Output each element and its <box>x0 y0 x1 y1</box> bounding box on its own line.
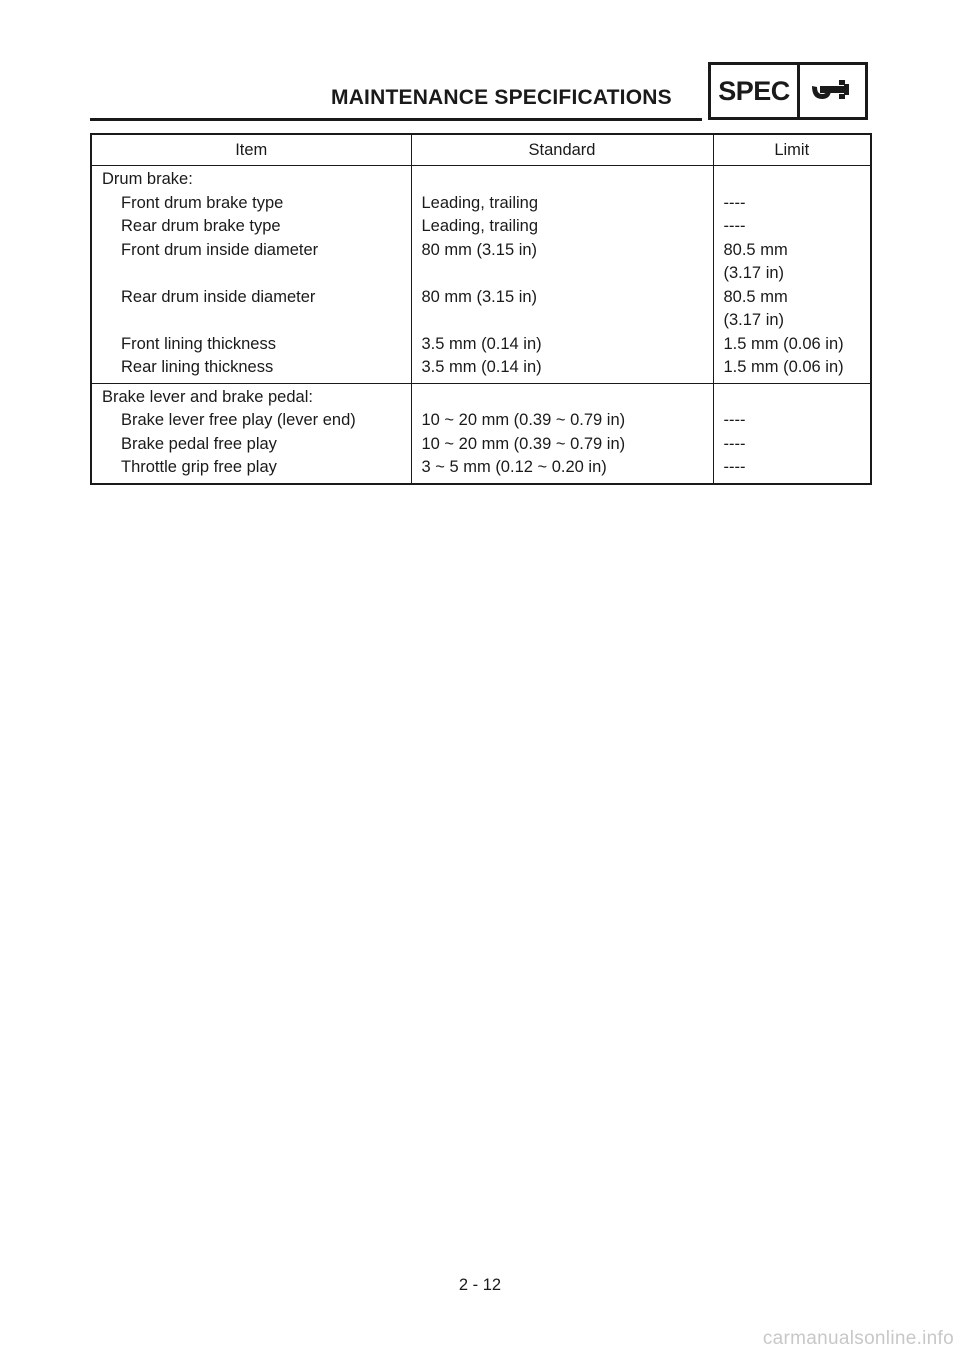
table-cell <box>411 383 713 409</box>
limit-cell: ---- <box>723 193 746 212</box>
limit-cell: ---- <box>723 458 746 476</box>
group-title: Drum brake: <box>91 166 411 192</box>
watermark: carmanualsonline.info <box>762 1328 954 1349</box>
item-cell: Rear drum brake type <box>91 215 411 239</box>
group-title-row <box>91 383 871 409</box>
standard-cell: 3.5 mm (0.14 in) <box>411 333 713 357</box>
limit-cell: 1.5 mm (0.06 in) <box>723 334 844 353</box>
spec-badge <box>708 62 868 120</box>
table-row <box>91 333 871 357</box>
table-cell <box>713 166 871 192</box>
limit-cell: ---- <box>723 217 746 235</box>
limit-value: 80.5 mm (3.17 in) <box>723 287 788 329</box>
table-row <box>91 456 871 484</box>
limit-cell <box>713 286 871 333</box>
page-number: 2 - 12 <box>458 1276 502 1294</box>
spec-label: SPEC <box>711 65 800 117</box>
standard-cell: Leading, trailing <box>411 215 713 239</box>
table-row <box>91 239 871 286</box>
column-header-standard: Standard <box>411 134 713 166</box>
table-row <box>91 215 871 239</box>
standard-cell: 3 ~ 5 mm (0.12 ~ 0.20 in) <box>411 456 713 484</box>
group-title: Brake lever and brake pedal: <box>91 383 411 409</box>
standard-cell: 80 mm (3.15 in) <box>411 239 713 286</box>
item-cell: Front lining thickness <box>91 333 411 357</box>
limit-cell: ---- <box>723 411 746 429</box>
limit-cell <box>713 239 871 286</box>
spec-icon-cell <box>800 65 865 117</box>
wrench-icon <box>808 76 858 106</box>
limit-cell: ---- <box>723 434 746 453</box>
table-row <box>91 356 871 383</box>
table-header-row <box>91 134 871 166</box>
column-header-item: Item <box>91 134 411 166</box>
spec-table <box>90 133 872 485</box>
page-title: MAINTENANCE SPECIFICATIONS <box>331 86 672 109</box>
table-row <box>91 192 871 216</box>
table-row <box>91 433 871 457</box>
table-cell <box>411 166 713 192</box>
item-cell: Front drum inside diameter <box>91 239 411 286</box>
standard-cell: Leading, trailing <box>411 192 713 216</box>
standard-cell: 3.5 mm (0.14 in) <box>411 356 713 383</box>
table-row <box>91 286 871 333</box>
item-cell: Front drum brake type <box>91 192 411 216</box>
limit-cell: 1.5 mm (0.06 in) <box>713 356 871 383</box>
item-cell: Rear drum inside diameter <box>91 286 411 333</box>
standard-cell: 80 mm (3.15 in) <box>411 286 713 333</box>
table-cell <box>713 383 871 409</box>
column-header-limit: Limit <box>713 134 871 166</box>
header-rule <box>90 118 702 121</box>
limit-value: 80.5 mm (3.17 in) <box>723 240 788 282</box>
standard-cell: 10 ~ 20 mm (0.39 ~ 0.79 in) <box>411 409 713 433</box>
group-title-row <box>91 166 871 192</box>
standard-cell: 10 ~ 20 mm (0.39 ~ 0.79 in) <box>411 433 713 457</box>
item-cell: Brake lever free play (lever end) <box>91 409 411 433</box>
table-row <box>91 409 871 433</box>
item-cell: Throttle grip free play <box>91 456 411 484</box>
item-cell: Brake pedal free play <box>91 433 411 457</box>
item-cell: Rear lining thickness <box>91 356 411 383</box>
